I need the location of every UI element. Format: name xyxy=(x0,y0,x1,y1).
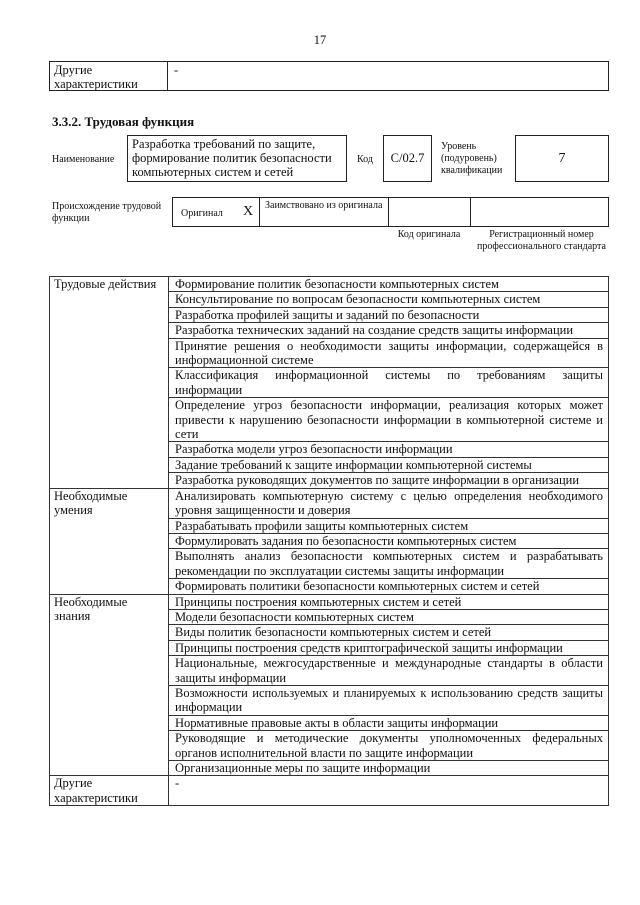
group-item: Анализировать компьютерную систему с целью определения необходимого уровня защищенности и доверия xyxy=(169,488,609,518)
level-label: Уровень (подуровень) квалификации xyxy=(441,141,503,176)
group-label: Необходимые умения xyxy=(50,488,169,594)
group-item: Руководящие и методические документы уполномоченных федеральных органов исполнительной власти по защите информации xyxy=(169,731,609,761)
group-item: Разработка технических заданий на создание средств защиты информации xyxy=(169,323,609,338)
top-other-characteristics xyxy=(49,61,609,91)
code-label: Код xyxy=(357,154,373,165)
group-item: - xyxy=(169,776,609,806)
group-item: Модели безопасности компьютерных систем xyxy=(169,609,609,624)
group-item: Разработка модели угроз безопасности информации xyxy=(169,442,609,457)
group-item: Разрабатывать профили защиты компьютерных систем xyxy=(169,518,609,533)
group-item: Консультирование по вопросам безопасности компьютерных систем xyxy=(169,292,609,307)
code-value-box xyxy=(383,135,432,182)
origin-divider-2 xyxy=(388,198,389,226)
group-item: Формировать политики безопасности компьютерных систем и сетей xyxy=(169,579,609,594)
group-item: Национальные, межгосударственные и международные стандарты в области защиты информации xyxy=(169,656,609,686)
top-other-label: Другие характеристики xyxy=(54,63,138,91)
group-item: Возможности используемых и планируемых к использованию средств защиты информации xyxy=(169,685,609,715)
name-label: Наименование xyxy=(52,154,115,165)
group-item: Определение угроз безопасности информации, реализация которых может привести к нарушению безопасности информации в компьютерной системе и сети xyxy=(169,398,609,442)
group-item: Классификация информационной системы по требованиям защиты информации xyxy=(169,368,609,398)
function-name-box xyxy=(127,135,347,182)
origin-row xyxy=(172,197,609,227)
group-item: Формулировать задания по безопасности компьютерных систем xyxy=(169,533,609,548)
group-item: Виды политик безопасности компьютерных систем и сетей xyxy=(169,625,609,640)
group-item: Разработка профилей защиты и заданий по безопасности xyxy=(169,307,609,322)
group-label: Другие характеристики xyxy=(50,776,169,806)
section-title: 3.3.2. Трудовая функция xyxy=(52,114,195,129)
page-number: 17 xyxy=(313,33,327,47)
group-item: Задание требований к защите информации компьютерной системы xyxy=(169,457,609,472)
group-item: Принятие решения о необходимости защиты информации, содержащейся в информационной системе xyxy=(169,338,609,368)
top-divider xyxy=(167,62,168,90)
group-item: Организационные меры по защите информации xyxy=(169,761,609,776)
borrowed-label: Заимствовано из оригинала xyxy=(265,200,383,211)
group-item: Нормативные правовые акты в области защиты информации xyxy=(169,715,609,730)
group-item: Выполнять анализ безопасности компьютерных систем и разрабатывать рекомендации по эксплуатации системы защиты информации xyxy=(169,549,609,579)
table-row xyxy=(50,277,609,292)
origin-divider-1 xyxy=(259,198,260,226)
top-other-value: - xyxy=(174,63,179,77)
code-original-caption: Код оригинала xyxy=(397,229,461,240)
table-row xyxy=(50,776,609,806)
table-row xyxy=(50,594,609,609)
group-label: Необходимые знания xyxy=(50,594,169,776)
labor-function-table xyxy=(49,276,609,806)
table-row xyxy=(50,488,609,518)
code-value: C/02.7 xyxy=(390,151,425,165)
group-item: Формирование политик безопасности компьютерных систем xyxy=(169,277,609,292)
reg-number-caption: Регистрационный номер профессионального стандарта xyxy=(477,229,606,252)
original-label: Оригинал xyxy=(181,208,223,219)
group-label: Трудовые действия xyxy=(50,277,169,489)
level-value-box xyxy=(515,135,609,182)
group-item: Разработка руководящих документов по защите информации в организации xyxy=(169,473,609,488)
level-value: 7 xyxy=(558,151,566,166)
group-item: Принципы построения компьютерных систем и сетей xyxy=(169,594,609,609)
original-mark: X xyxy=(243,204,254,219)
function-name: Разработка требований по защите, формирование политик безопасности компьютерных систем и сетей xyxy=(132,137,332,179)
origin-divider-3 xyxy=(470,198,471,226)
group-item: Принципы построения средств криптографической защиты информации xyxy=(169,640,609,655)
origin-label: Происхождение трудовой функции xyxy=(52,201,162,224)
